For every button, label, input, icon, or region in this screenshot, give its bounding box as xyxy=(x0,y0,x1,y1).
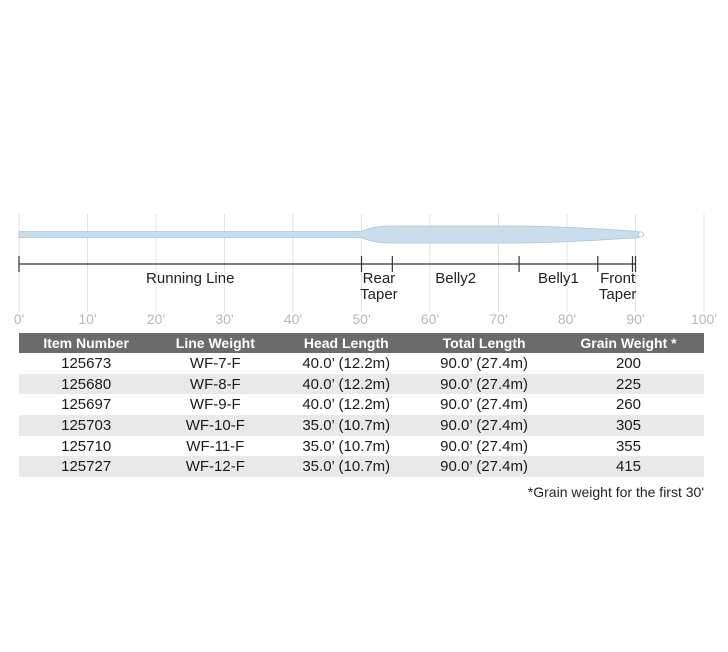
distance-tick-label: 80' xyxy=(557,311,577,327)
distance-tick-label: 90' xyxy=(626,311,645,327)
line-weight-cell: WF-10-F xyxy=(153,415,277,436)
item-number-cell: 125680 xyxy=(19,374,153,395)
line-weight-cell: WF-7-F xyxy=(153,353,277,374)
head-length-cell: 40.0’ (12.2m) xyxy=(277,374,415,395)
grain-weight-cell: 355 xyxy=(553,436,704,457)
header-item-number: Item Number xyxy=(19,333,153,353)
front-taper-label-line: Front xyxy=(600,270,636,287)
head-length-cell: 35.0’ (10.7m) xyxy=(277,415,415,436)
running-line-label: Running Line xyxy=(146,270,235,287)
head-length-cell: 40.0’ (12.2m) xyxy=(277,353,415,374)
line-spec-table xyxy=(19,333,704,477)
line-weight-cell: WF-11-F xyxy=(153,436,277,457)
line-tip-loop xyxy=(638,232,643,237)
total-length-cell: 90.0’ (27.4m) xyxy=(415,456,553,477)
head-length-cell: 35.0’ (10.7m) xyxy=(277,456,415,477)
table-row xyxy=(19,353,704,374)
item-number-cell: 125710 xyxy=(19,436,153,457)
table-row xyxy=(19,436,704,457)
item-number-cell: 125703 xyxy=(19,415,153,436)
distance-tick-label: 40' xyxy=(283,311,303,327)
distance-axis-labels xyxy=(14,311,717,327)
total-length-cell: 90.0’ (27.4m) xyxy=(415,415,553,436)
distance-tick-label: 50' xyxy=(352,311,371,327)
item-number-cell: 125727 xyxy=(19,456,153,477)
segment-labels xyxy=(146,270,636,303)
grain-weight-cell: 200 xyxy=(553,353,704,374)
line-weight-cell: WF-12-F xyxy=(153,456,277,477)
table-row xyxy=(19,415,704,436)
distance-tick-label: 10' xyxy=(78,311,97,327)
total-length-cell: 90.0’ (27.4m) xyxy=(415,436,553,457)
fly-line-profile xyxy=(19,226,644,243)
item-number-cell: 125673 xyxy=(19,353,153,374)
total-length-cell: 90.0’ (27.4m) xyxy=(415,394,553,415)
head-length-cell: 40.0’ (12.2m) xyxy=(277,394,415,415)
table-row xyxy=(19,394,704,415)
item-number-cell: 125697 xyxy=(19,394,153,415)
head-length-cell: 35.0’ (10.7m) xyxy=(277,436,415,457)
distance-tick-label: 70' xyxy=(489,311,508,327)
header-line-weight: Line Weight xyxy=(153,333,277,353)
distance-tick-label: 100' xyxy=(690,311,718,327)
grain-weight-cell: 305 xyxy=(553,415,704,436)
distance-tick-label: 0' xyxy=(13,311,25,327)
distance-tick-label: 20' xyxy=(146,311,166,327)
table-row xyxy=(19,456,704,477)
grain-weight-cell: 225 xyxy=(553,374,704,395)
header-total-length: Total Length xyxy=(415,333,553,353)
grain-weight-footnote: *Grain weight for the first 30' xyxy=(527,484,704,500)
front-taper-label-line: Taper xyxy=(598,286,637,303)
grain-weight-cell: 260 xyxy=(553,394,704,415)
header-grain-weight: Grain Weight * xyxy=(553,333,704,353)
total-length-cell: 90.0’ (27.4m) xyxy=(415,374,553,395)
table-row xyxy=(19,374,704,395)
line-weight-cell: WF-8-F xyxy=(153,374,277,395)
distance-tick-label: 60' xyxy=(420,311,440,327)
line-weight-cell: WF-9-F xyxy=(153,394,277,415)
header-head-length: Head Length xyxy=(277,333,415,353)
belly2-label: Belly2 xyxy=(435,270,477,287)
total-length-cell: 90.0’ (27.4m) xyxy=(415,353,553,374)
table-header-row xyxy=(19,333,704,353)
grain-weight-cell: 415 xyxy=(553,456,704,477)
distance-tick-label: 30' xyxy=(215,311,234,327)
belly1-label: Belly1 xyxy=(538,270,579,287)
rear-taper-label-line: Taper xyxy=(360,286,398,303)
rear-taper-label-line: Rear xyxy=(362,270,396,287)
